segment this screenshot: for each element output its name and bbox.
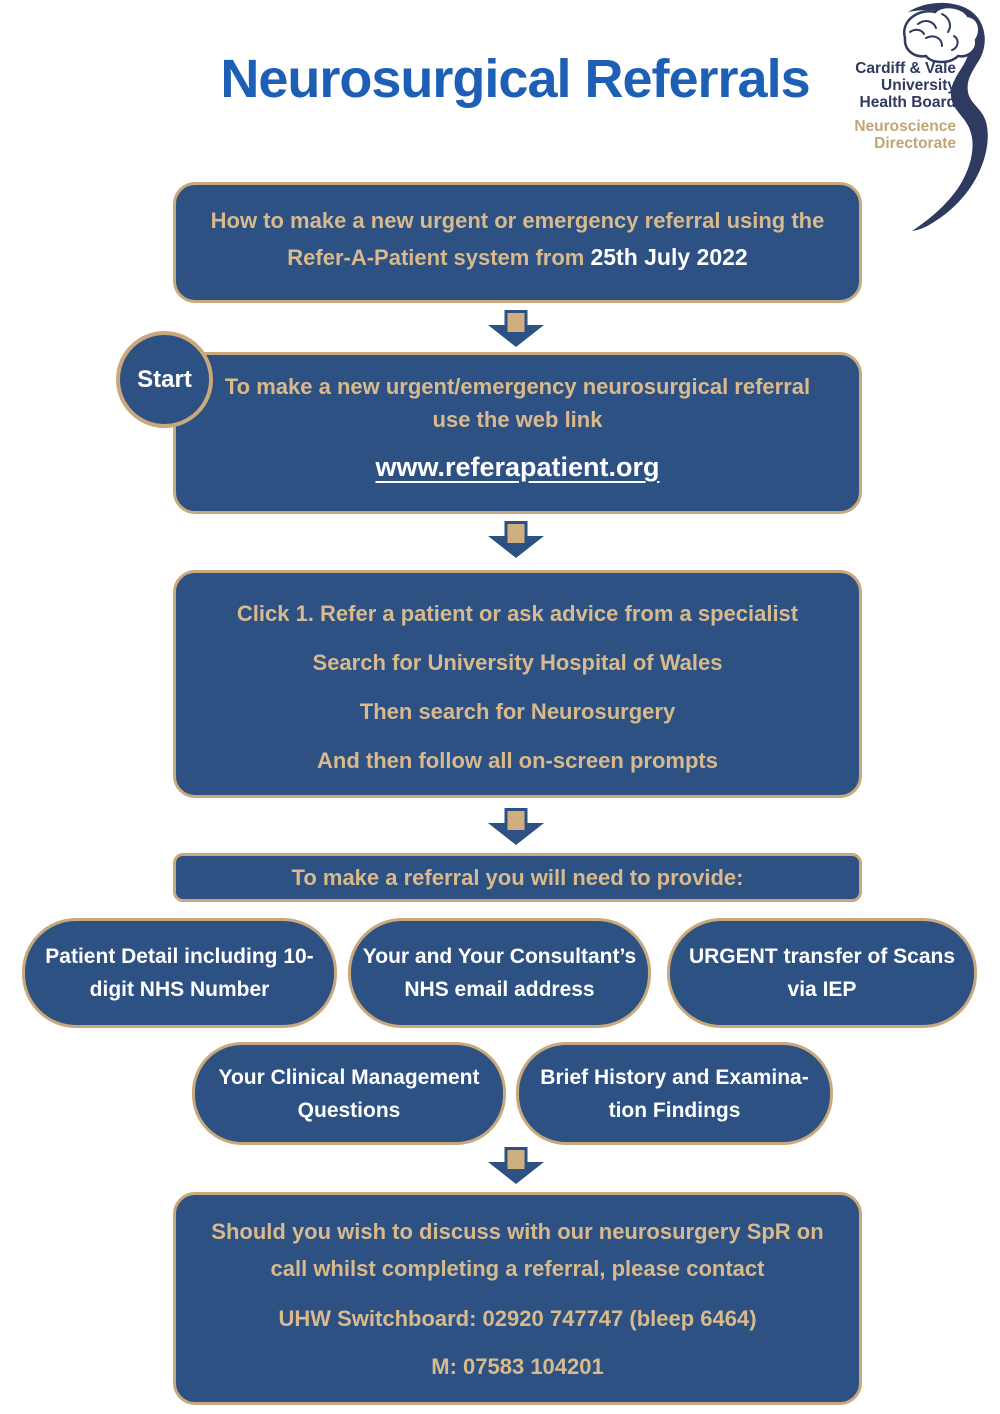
- requirement-patient-detail: Patient Detail including 10- digit NHS Number: [22, 918, 337, 1028]
- weblink-line2: use the web link: [432, 407, 603, 432]
- requirement-history-findings: Brief History and Examina- tion Findings: [516, 1042, 833, 1145]
- provide-bar: [173, 853, 862, 902]
- requirement-clinical-questions: Your Clinical Management Questions: [192, 1042, 506, 1145]
- down-arrow-icon: [487, 521, 545, 559]
- start-badge: [116, 331, 213, 428]
- requirement-nhs-email: Your and Your Consultant’s NHS email address: [348, 918, 651, 1028]
- brain-icon: [904, 7, 979, 62]
- intro-box: [173, 182, 862, 303]
- logo-org-line: Health Board: [859, 94, 956, 111]
- weblink-box: [173, 352, 862, 514]
- steps-box: [173, 570, 862, 798]
- down-arrow-icon: [487, 1147, 545, 1185]
- step-line: And then follow all on-screen prompts: [317, 748, 718, 773]
- logo-directorate-line: Neuroscience: [854, 118, 956, 135]
- start-label: Start: [137, 365, 192, 393]
- page-title: Neurosurgical Referrals: [220, 49, 810, 109]
- down-arrow-icon: [487, 310, 545, 348]
- step-line: Search for University Hospital of Wales: [312, 650, 723, 675]
- contact-intro-line1: Should you wish to discuss with our neurosurgery SpR on: [211, 1219, 824, 1244]
- requirement-iep-scans: URGENT transfer of Scans via IEP: [667, 918, 977, 1028]
- mobile-number: M: 07583 104201: [431, 1354, 604, 1379]
- intro-line2: Refer-A-Patient system from 25th July 2022: [287, 244, 748, 270]
- weblink-line1: To make a new urgent/emergency neurosurgical referral: [224, 374, 811, 399]
- logo-org-line: University: [881, 77, 956, 94]
- provide-bar-label: To make a referral you will need to provide:: [291, 864, 744, 890]
- logo-org-line: Cardiff & Vale: [855, 60, 956, 77]
- step-line: Click 1. Refer a patient or ask advice from a specialist: [236, 601, 799, 626]
- step-line: Then search for Neurosurgery: [359, 699, 676, 724]
- refer-a-patient-link[interactable]: www.referapatient.org: [375, 452, 660, 482]
- down-arrow-icon: [487, 808, 545, 846]
- intro-line1: How to make a new urgent or emergency referral using the: [210, 208, 825, 233]
- contact-box: [173, 1192, 862, 1405]
- switchboard-number: UHW Switchboard: 02920 747747 (bleep 6464): [278, 1306, 757, 1331]
- logo-directorate-line: Directorate: [874, 135, 956, 152]
- contact-intro-line2: call whilst completing a referral, please contact: [270, 1256, 765, 1281]
- start-date: 25th July 2022: [590, 244, 748, 270]
